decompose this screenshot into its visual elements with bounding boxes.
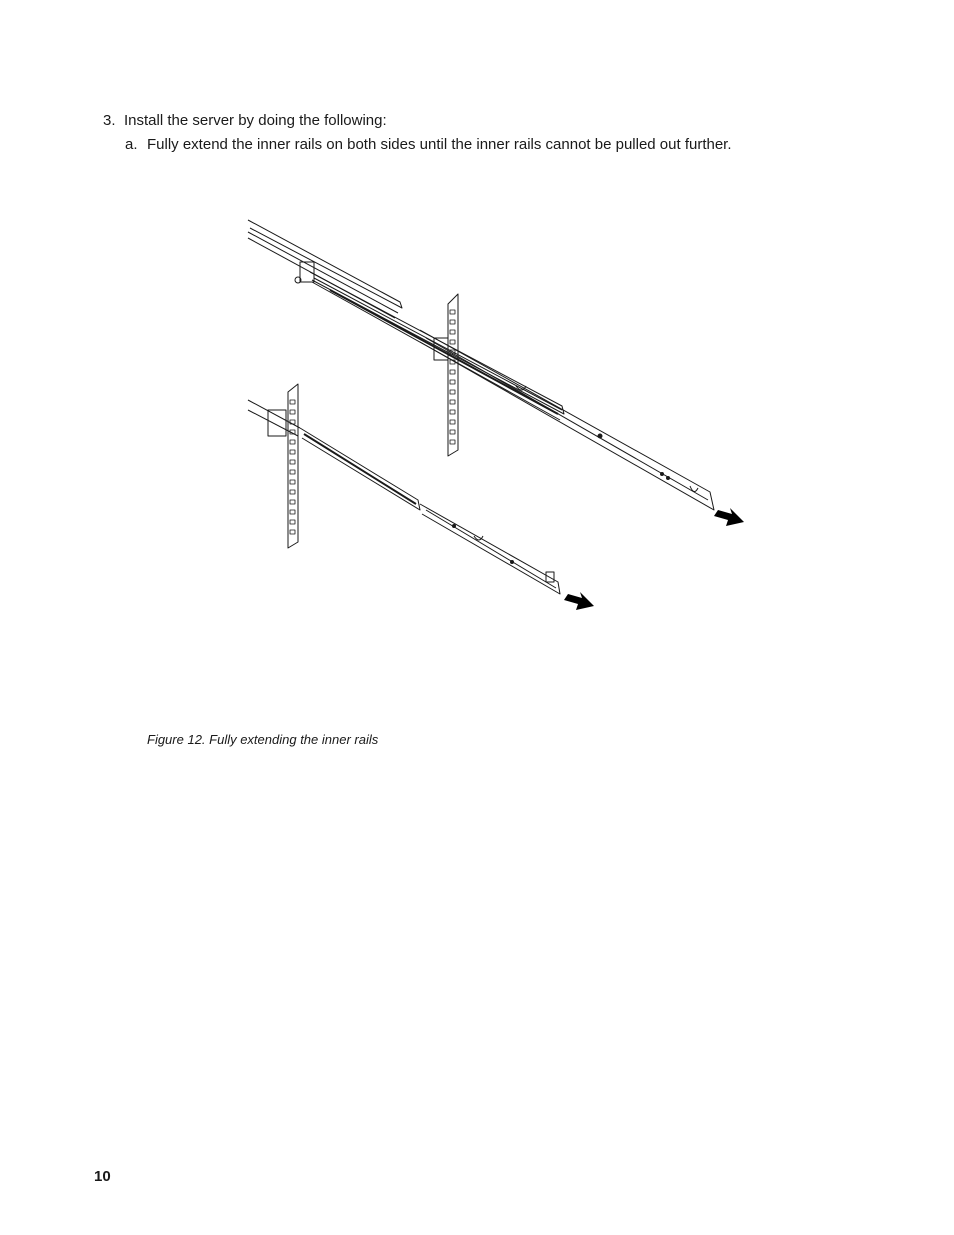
step-3 [103,112,387,130]
pull-arrow-icon [714,508,744,526]
pull-arrow-icon [564,592,594,610]
rails-illustration [240,210,760,630]
rack-rails-icon [240,210,760,630]
step-number: 3. [103,112,116,129]
substep-text: Fully extend the inner rails on both sides until the inner rails cannot be pulled out further. [147,136,732,153]
substep-a [125,136,732,154]
figure-caption: Figure 12. Fully extending the inner rails [147,732,379,747]
substep-label: a. [125,136,138,153]
step-text: Install the server by doing the following: [124,112,387,129]
page-number: 10 [94,1168,111,1185]
